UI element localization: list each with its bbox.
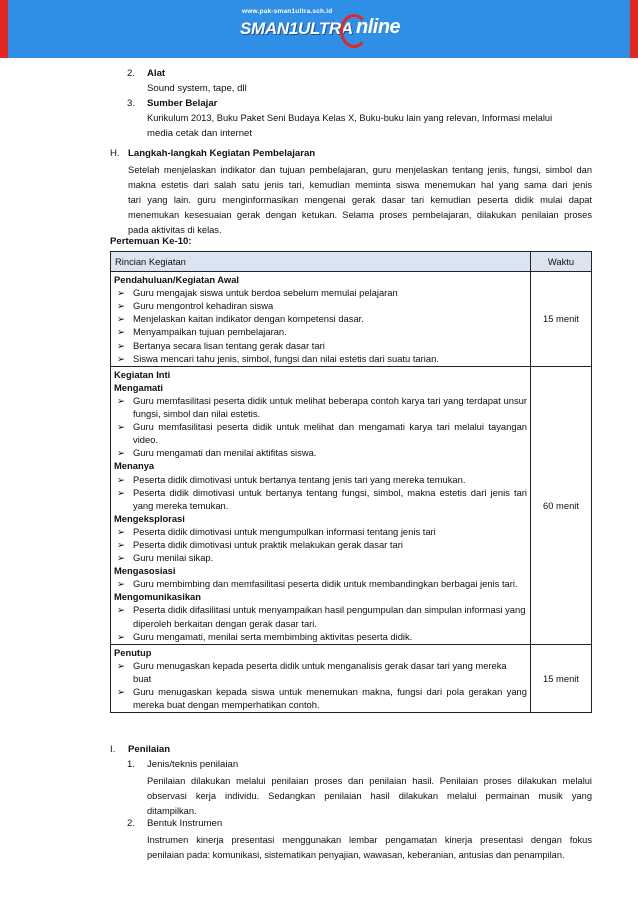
logo-title: SMAN1ULTRA [240,19,353,38]
list-item: ➢ Guru mengamati dan menilai aktifitas siswa. [117,447,317,459]
list-item: ➢ Guru memfasilitasi peserta didik untuk melihat beberapa contoh karya tari yang terdapat unsur fungsi, simbol dan nilai estetis. [117,394,527,420]
paragraph-line: menemukan kesesuaian gerak dengan ketukan. Selama proses pembelajaran, dilakukan penilaian proses [128,210,592,220]
list-item: ➢ Bertanya secara lisan tentang gerak dasar tari [117,339,325,351]
paragraph-line: ditampilkan. [147,806,197,816]
section-letter: H. [110,148,120,159]
section-letter: I. [110,744,116,755]
list-item: ➢ Guru memfasilitasi peserta didik untuk melihat dan mengamati karya tari melalui tayangan video. [117,421,527,446]
paragraph-line: Penilaian dilakukan melalui penilaian proses dan penilaian hasil. Penilaian proses dilakukan melalui [147,776,592,786]
list-item: ➢ Peserta didik difasilitasi untuk menyampaikan hasil pengumpulan dan simpulan informasi yang diperoleh berkaitan dengan gerak dasar tari. [117,604,526,629]
list-item: ➢ Guru menugaskan kepada siswa untuk menemukan makna, fungsi dari pola gerakan yang mereka buat dengan memperhatikan contoh. [117,686,527,711]
arrow-bullet-icon: ➢ [117,659,125,671]
time-cell: 60 menit [531,366,592,644]
header-right-accent [630,0,638,58]
arrow-bullet-icon: ➢ [117,447,125,459]
list-text: Sound system, tape, dll [147,83,247,94]
table-header-row [111,252,592,272]
list-item: ➢ Peserta didik dimotivasi untuk praktik melakukan gerak dasar tari [117,538,403,550]
group-title: Mengamati [114,381,163,393]
paragraph-line: pada aktivitas di kelas. [128,225,222,235]
section-title: Langkah-langkah Kegiatan Pembelajaran [128,148,316,159]
section-title: Penilaian [128,744,171,755]
paragraph-line: observasi kerja individu. Sedangkan penilaian hasil dilakukan melalui permainan musik yang [147,791,592,801]
paragraph-line: makna estetis dari salah satu jenis tari, kemudian meminta siswa menemukan hal yang sama dari jenis [128,180,592,190]
arrow-bullet-icon: ➢ [117,486,125,498]
table-row [111,644,592,712]
group-title: Mengeksplorasi [114,512,185,524]
logo-url: www.pak-sman1ultra.sch.id [242,8,333,15]
site-logo[interactable] [236,8,414,52]
logo-online: nline [356,16,401,38]
header-time: Waktu [531,252,592,272]
list-item: ➢ Peserta didik dimotivasi untuk bertanya tentang jenis tari yang mereka temukan. [117,473,466,485]
list-item: ➢ Guru membimbing dan memfasilitasi peserta didik untuk membandingkan berbagai jenis tari. [117,578,518,590]
phase-title: Penutup [114,646,152,658]
arrow-bullet-icon: ➢ [117,538,125,550]
list-text: Kurikulum 2013, Buku Paket Seni Budaya Kelas X, Buku-buku lain yang relevan, Informasi melalui [147,113,553,123]
group-title: Mengasosiasi [114,565,176,577]
time-cell: 15 menit [531,644,592,712]
meeting-title: Pertemuan Ke-10: [110,236,192,247]
list-item: ➢ Guru mengajak siswa untuk berdoa sebelum memulai pelajaran [117,287,398,299]
list-number: 3. [127,98,136,109]
header-left-accent [0,0,8,58]
phase-title: Pendahuluan/Kegiatan Awal [114,274,240,286]
list-number: 2. [127,68,136,79]
list-item: ➢ Guru menilai sikap. [117,552,214,564]
paragraph-line: Instrumen kinerja presentasi menggunakan lembar pengamatan kinerja presentasi dengan fokus [147,835,592,845]
paragraph-line: penilaian pada: komunikasi, sistematikan penyajian, wawasan, keberanian, antusias dan penampilan. [147,850,565,860]
paragraph-line: Setelah menjelaskan indikator dan tujuan pembelajaran, guru menjelaskan tentang jenis, fungsi, simbol dan [128,165,592,175]
activity-cell [111,272,531,367]
paragraph-line: tari yang lain. guru menginformasikan mengenai gerak dasar tari kemudian peserta didik mulai dapat [128,195,592,205]
time-cell: 15 menit [531,272,592,367]
list-number: 2. [127,818,136,829]
table-row [111,366,592,644]
list-item: ➢ Guru menugaskan kepada peserta didik untuk menganalisis gerak dasar tari yang mereka buat [117,659,507,684]
arrow-bullet-icon: ➢ [117,339,125,351]
activity-cell [111,366,531,644]
arrow-bullet-icon: ➢ [117,473,125,485]
activity-cell [111,644,531,712]
list-item: ➢ Peserta didik dimotivasi untuk bertanya tentang fungsi, simbol, makna estetis dari jenis tari yang mereka temukan. [117,486,527,511]
list-title: Sumber Belajar [147,98,218,109]
list-text: media cetak dan internet [147,128,253,139]
arrow-bullet-icon: ➢ [117,287,125,299]
group-title: Menanya [114,460,155,472]
phase-title: Kegiatan Inti [114,368,171,380]
list-title: Bentuk Instrumen [147,818,223,829]
arrow-bullet-icon: ➢ [117,394,125,406]
arrow-bullet-icon: ➢ [117,313,125,325]
item-paragraph [147,833,592,863]
list-title: Alat [147,68,166,79]
list-number: 1. [127,759,136,770]
arrow-bullet-icon: ➢ [117,352,125,364]
site-header-banner [0,0,638,58]
list-item: ➢ Peserta didik dimotivasi untuk mengumpulkan informasi tentang jenis tari [117,525,436,537]
list-item: ➢ Menjelaskan kaitan indikator dengan kompetensi dasar. [117,313,364,325]
arrow-bullet-icon: ➢ [117,552,125,564]
table-row [111,272,592,367]
arrow-bullet-icon: ➢ [117,326,125,338]
group-title: Mengomunikasikan [114,591,201,603]
list-item: ➢ Menyampaikan tujuan pembelajaran. [117,326,287,338]
activity-table [110,251,592,713]
list-item: ➢ Guru mengontrol kehadiran siswa [117,300,274,312]
section-paragraph [128,163,592,238]
arrow-bullet-icon: ➢ [117,525,125,537]
list-item: ➢ Siswa mencari tahu jenis, simbol, fungsi dan nilai estetis dari suatu tarian. [117,352,439,364]
list-item: ➢ Guru mengamati, menilai serta membimbing aktivitas peserta didik. [117,630,413,642]
arrow-bullet-icon: ➢ [117,604,125,616]
arrow-bullet-icon: ➢ [117,300,125,312]
item-paragraph [147,774,592,819]
arrow-bullet-icon: ➢ [117,578,125,590]
arrow-bullet-icon: ➢ [117,686,125,697]
arrow-bullet-icon: ➢ [117,630,125,642]
list-title: Jenis/teknis penilaian [147,759,239,770]
header-activity: Rincian Kegiatan [111,252,531,272]
arrow-bullet-icon: ➢ [117,421,125,433]
